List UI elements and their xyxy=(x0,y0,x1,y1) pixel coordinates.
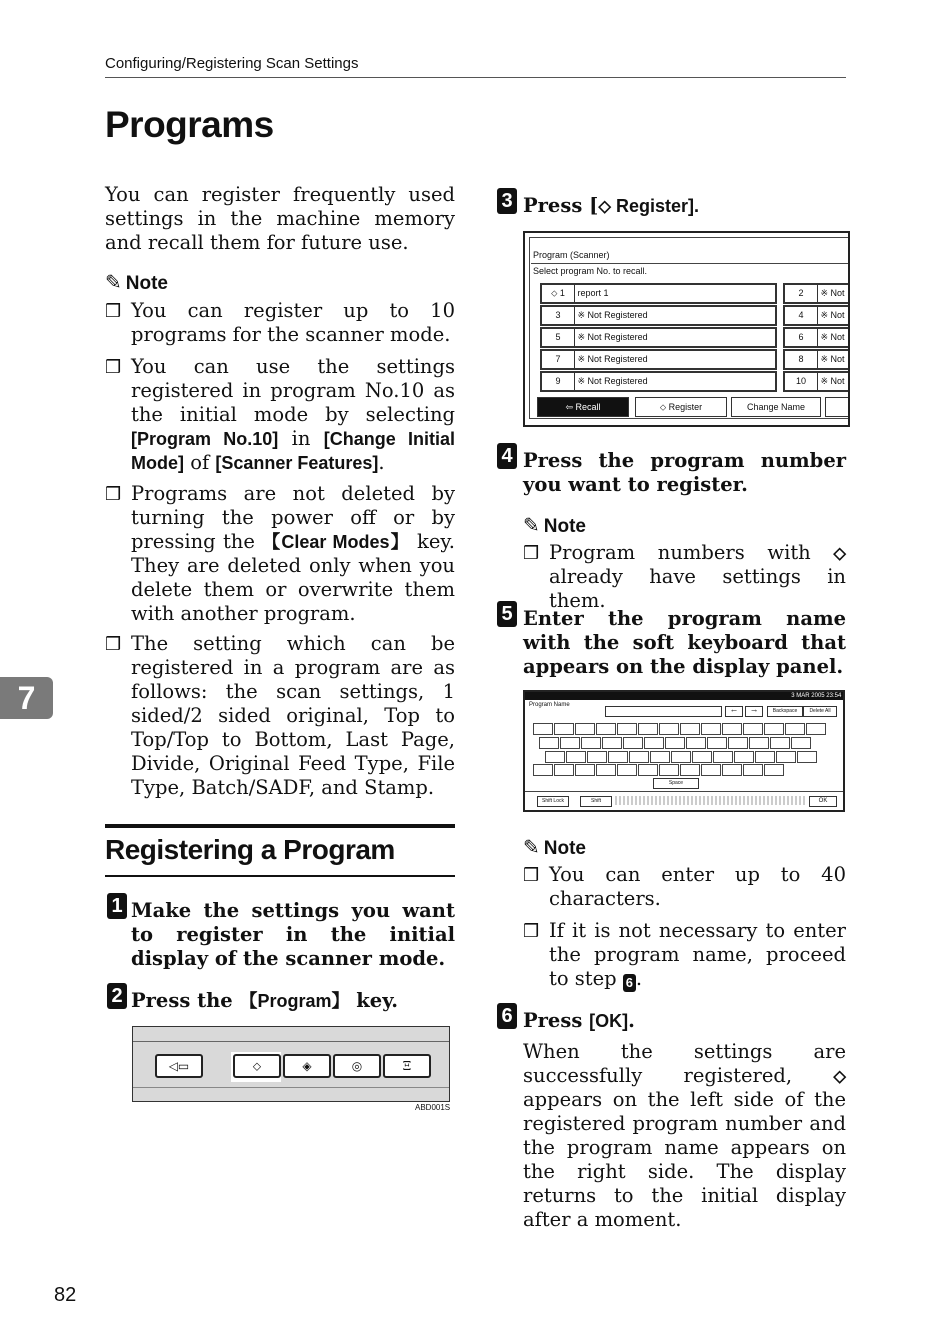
section-rule-top xyxy=(105,824,455,828)
recall-button[interactable]: ⇦ Recall xyxy=(537,397,629,417)
soft-key[interactable] xyxy=(734,751,754,763)
note-label: Note xyxy=(125,273,168,294)
soft-key[interactable] xyxy=(623,737,643,749)
step-3-text: Press [⬦ Register]. xyxy=(523,194,699,217)
ok-button[interactable]: OK xyxy=(809,796,837,807)
checkbox-bullet-icon: ❒ xyxy=(105,357,122,378)
keyboard-pattern-bar xyxy=(615,796,805,805)
program-button-4[interactable]: 4 ※ Not xyxy=(783,305,850,326)
note-item-4: ❒ The setting which can be registered in a program are as follows: the scan settings, 1 sided/2 sided original, Top to Top/Top to Bottom, Last Page, Divide, Original Feed Type, File Type, Batch/SADF, and Stamp. xyxy=(105,632,455,799)
program-button-5[interactable]: 5 ※ Not Registered xyxy=(540,327,777,348)
soft-key[interactable] xyxy=(743,723,763,735)
soft-key[interactable] xyxy=(659,723,679,735)
checkbox-bullet-icon: ❒ xyxy=(523,921,540,942)
note-item-3: ❒ Programs are not deleted by turning the power off or by pressing the 【Clear Modes】 key. They are deleted only when you delete them or overwrite them with another program. xyxy=(105,482,455,625)
soft-key[interactable] xyxy=(560,737,580,749)
soft-key[interactable] xyxy=(608,751,628,763)
extra-button[interactable] xyxy=(825,397,850,417)
soft-key[interactable] xyxy=(617,764,637,776)
step-4-text: Press the program number you want to register. xyxy=(523,449,846,496)
note-heading-step5: ✎ Note xyxy=(523,837,586,859)
step-2-text: Press the 【Program】 key. xyxy=(131,989,399,1012)
program-button-6[interactable]: 6 ※ Not xyxy=(783,327,850,348)
soft-key[interactable] xyxy=(665,737,685,749)
step-5-text: Enter the program name with the soft keyboard that appears on the display panel. xyxy=(523,607,846,678)
step-5-number: 5 xyxy=(497,601,517,627)
soft-key[interactable] xyxy=(785,723,805,735)
change-name-button[interactable]: Change Name xyxy=(731,397,821,417)
soft-key[interactable] xyxy=(602,737,622,749)
soft-key[interactable] xyxy=(791,737,811,749)
backspace-button[interactable]: Backspace xyxy=(767,706,803,717)
soft-key[interactable] xyxy=(566,751,586,763)
soft-key[interactable] xyxy=(587,751,607,763)
step-3-number: 3 xyxy=(497,188,517,214)
step-2-number: 2 xyxy=(107,983,127,1009)
soft-key[interactable] xyxy=(596,723,616,735)
step-6-number: 6 xyxy=(497,1003,517,1029)
soft-key[interactable] xyxy=(686,737,706,749)
soft-key[interactable] xyxy=(743,764,763,776)
program-button-8[interactable]: 8 ※ Not xyxy=(783,349,850,370)
panel-key-energy-saver[interactable]: ◎ xyxy=(333,1054,381,1078)
soft-key[interactable] xyxy=(770,737,790,749)
soft-key[interactable] xyxy=(701,764,721,776)
program-screen xyxy=(523,231,850,427)
panel-key-interrupt[interactable]: ◁▭ xyxy=(155,1054,203,1078)
figure-code: ABD001S xyxy=(415,1103,451,1112)
program-button-10[interactable]: 10 ※ Not xyxy=(783,371,850,392)
step-1-number: 1 xyxy=(107,893,127,919)
soft-key[interactable] xyxy=(554,764,574,776)
program-button-2[interactable]: 2 ※ Not xyxy=(783,283,850,304)
register-button[interactable]: ⬦ Register xyxy=(635,397,727,417)
soft-key[interactable] xyxy=(533,723,553,735)
running-header xyxy=(105,55,846,78)
note-item-2: ❒ You can use the settings registered in program No.10 as the initial mode by selecting [Program No.10] in [Change Initial Mode] of [Scanner Features]. xyxy=(105,355,455,474)
soft-key[interactable] xyxy=(554,723,574,735)
cursor-left-button[interactable]: ← xyxy=(725,706,743,717)
soft-key[interactable] xyxy=(581,737,601,749)
panel-key-login[interactable]: Ξ xyxy=(383,1054,431,1078)
checkbox-bullet-icon: ❒ xyxy=(105,484,122,505)
step-1-text: Make the settings you want to register in the initial display of the scanner mode. xyxy=(131,899,455,970)
soft-key[interactable] xyxy=(722,764,742,776)
step-5-note-2: ❒ If it is not necessary to enter the program name, proceed to step 6 . xyxy=(523,919,846,990)
program-registered-icon: ⬦ xyxy=(833,543,846,563)
step-6-text: Press [OK]. xyxy=(523,1009,635,1032)
soft-key[interactable] xyxy=(776,751,796,763)
soft-key[interactable] xyxy=(707,737,727,749)
section-title: Registering a Program xyxy=(105,834,395,865)
soft-key[interactable] xyxy=(692,751,712,763)
program-name-input[interactable] xyxy=(605,706,722,717)
soft-key[interactable] xyxy=(680,764,700,776)
soft-key[interactable] xyxy=(650,751,670,763)
shift-lock-key[interactable]: Shift Lock xyxy=(537,796,569,807)
soft-key[interactable] xyxy=(545,751,565,763)
soft-key[interactable] xyxy=(644,737,664,749)
soft-key[interactable] xyxy=(671,751,691,763)
soft-key[interactable] xyxy=(575,723,595,735)
soft-key[interactable] xyxy=(539,737,559,749)
soft-key[interactable] xyxy=(713,751,733,763)
note-heading-left xyxy=(105,270,168,295)
note-item-1: ❒ You can register up to 10 programs for the scanner mode. xyxy=(105,299,455,346)
register-arrow-icon: ⬦ xyxy=(598,196,611,216)
soft-key[interactable] xyxy=(797,751,817,763)
program-key[interactable]: ⬦ xyxy=(233,1054,281,1078)
screen-subtitle: Select program No. to recall. xyxy=(533,266,648,276)
page-title: Programs xyxy=(105,104,274,145)
soft-key[interactable] xyxy=(728,737,748,749)
soft-key[interactable] xyxy=(629,751,649,763)
running-header-text: Configuring/Registering Scan Settings xyxy=(105,55,359,72)
pencil-icon: ✎ xyxy=(523,515,540,537)
soft-key[interactable] xyxy=(533,764,553,776)
soft-key[interactable] xyxy=(764,764,784,776)
soft-key[interactable] xyxy=(755,751,775,763)
delete-all-button[interactable]: Delete All xyxy=(803,706,837,717)
program-button-7[interactable]: 7 ※ Not Registered xyxy=(540,349,777,370)
screen-title: Program (Scanner) xyxy=(533,250,610,260)
pencil-icon: ✎ xyxy=(105,272,122,294)
pencil-icon: ✎ xyxy=(523,837,540,859)
space-key[interactable]: Space xyxy=(653,778,699,789)
page-number: 82 xyxy=(54,1284,77,1306)
program-button-1[interactable]: ⬦ 1 report 1 xyxy=(540,283,777,304)
step-5-note-1: ❒ You can enter up to 40 characters. xyxy=(523,863,846,910)
soft-key[interactable] xyxy=(575,764,595,776)
program-button-3[interactable]: 3 ※ Not Registered xyxy=(540,305,777,326)
step-ref-badge: 6 xyxy=(623,974,636,992)
program-button-9[interactable]: 9 ※ Not Registered xyxy=(540,371,777,392)
soft-key[interactable] xyxy=(764,723,784,735)
step-4-note: ❒ Program numbers with ⬦ already have settings in them. xyxy=(523,541,846,612)
soft-key[interactable] xyxy=(680,723,700,735)
checkbox-bullet-icon: ❒ xyxy=(105,634,122,655)
soft-key[interactable] xyxy=(749,737,769,749)
note-heading-step4: ✎ Note xyxy=(523,515,586,537)
soft-key[interactable] xyxy=(722,723,742,735)
status-bar: 3 MAR 2005 23:54 xyxy=(525,692,843,700)
section-rule-bottom xyxy=(105,875,455,877)
intro-paragraph: You can register frequently used settings in the machine memory and recall them for future use. xyxy=(105,183,455,254)
program-registered-icon: ⬦ xyxy=(833,1066,846,1086)
step-6-body: When the settings are successfully registered, ⬦ appears on the left side of the registered program number and the program name appears on the right side. The display returns to the initial display after a moment. xyxy=(523,1040,846,1231)
soft-key[interactable] xyxy=(617,723,637,735)
soft-key[interactable] xyxy=(638,723,658,735)
panel-key-clear-modes[interactable]: ◈ xyxy=(283,1054,331,1078)
checkbox-bullet-icon: ❒ xyxy=(523,543,540,564)
soft-key[interactable] xyxy=(596,764,616,776)
soft-key[interactable] xyxy=(806,723,826,735)
control-panel-figure xyxy=(132,1026,450,1102)
soft-key[interactable] xyxy=(659,764,679,776)
shift-key[interactable]: Shift xyxy=(580,796,612,807)
soft-key[interactable] xyxy=(701,723,721,735)
checkbox-bullet-icon: ❒ xyxy=(105,301,122,322)
step-4-number: 4 xyxy=(497,443,517,469)
chapter-tab: 7 xyxy=(0,677,53,719)
program-name-label: Program Name xyxy=(529,702,570,708)
soft-keyboard-screen xyxy=(523,690,845,812)
checkbox-bullet-icon: ❒ xyxy=(523,865,540,886)
soft-key[interactable] xyxy=(638,764,658,776)
cursor-right-button[interactable]: → xyxy=(745,706,763,717)
